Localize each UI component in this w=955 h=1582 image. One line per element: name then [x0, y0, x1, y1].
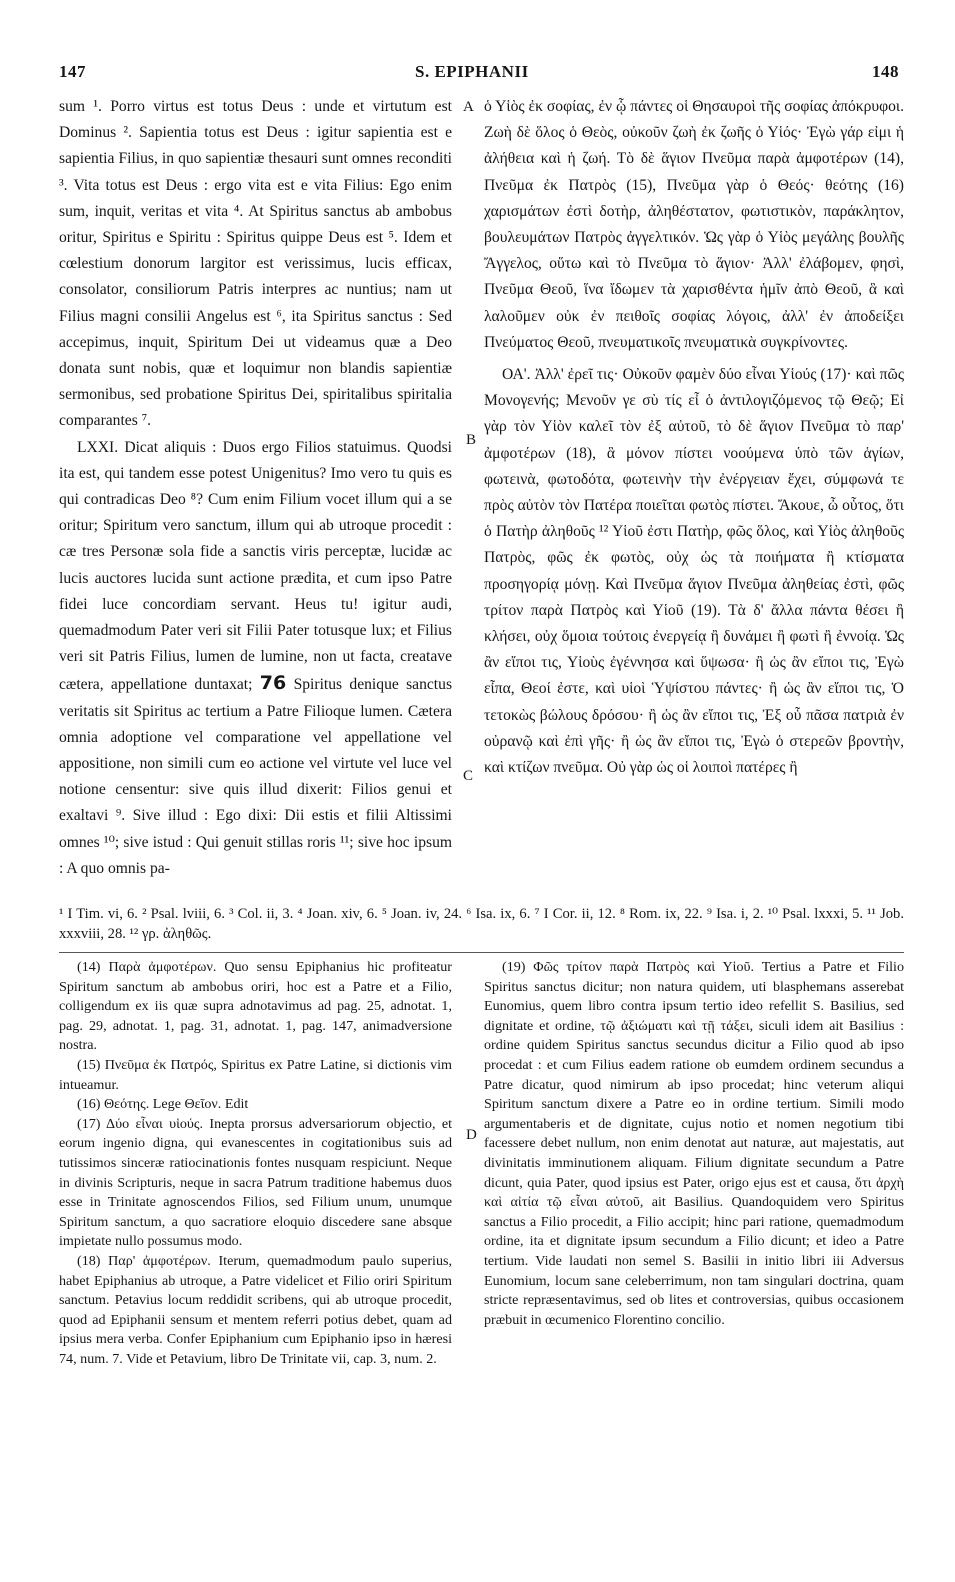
notes-left-column [59, 958, 452, 1369]
greek-text-column [484, 94, 904, 781]
latin-paragraph: sum ¹. Porro virtus est totus Deus : unde et virtutum est Dominus ². Sapientia totus est Deus : igitur sapientia est e sapientia Filius, in quo sapientiæ thesauri sunt omnes reconditi ³. Vita totus est Deus : ergo vita est e vita Filius: Ego enim sum, inquit, veritas et vita ⁴. At Spiritus sanctus ab ambobus oritur, Spiritus e Spiritu : Spiritus quippe Deus est ⁵. Idem et cœlestium donorum largitor est verissimus, lucis efficax, consolator, consiliorum Patris interpres ac nuntius; nam ut Filius magni consilii Angelus est ⁶, ita Spiritus sanctus : Sed accepimus, inquit, Spiritum Dei ut videamus quæ a Deo donata sunt nobis, quæ et loquimur non blandis sapientiæ sermonibus, sed probatione Spiritus Dei, spiritalibus spiritalia comparantes ⁷. [59, 98, 452, 430]
margin-marker-a: A [463, 99, 474, 115]
notes-right-column [484, 958, 904, 1330]
note: (18) Παρ' ἀμφοτέρων. Iterum, quemadmodum paulo superius, habet Epiphanius ab utroque, a Patre videlicet et Filio oriri Spiritum sanctum. Petavius locum reddidit scribens, qui ab utroque procedit, quod ad Epiphanii sensum et mentem referri potius debet, quam ad ipsius mera verba. Confer Epiphanium cum Epiphanio ipso in hæresi 74, num. 7. Vide et Petavium, libro De Trinitate vii, cap. 3, num. 2. [59, 1252, 452, 1367]
left-page-number: 147 [59, 62, 86, 81]
margin-marker-c: C [463, 768, 474, 784]
running-title: S. EPIPHANII [415, 62, 529, 81]
latin-paragraph-text: Spiritus denique sanctus veritatis sit Spiritus ac tertium a Patre Filioque lumen. Cætera omnia adoptione vel comparatione vel appellatione vel appositione, non simili cum eo actione vel virtute vel luce vel notione censentur: sive quis illud dixerit: Filios genui et exaltavi ⁹. Sive illud : Ego dixi: Dii estis et filii Altissimi omnes ¹⁰; sive istud : Qui genuit stillas roris ¹¹; sive hoc ipsum : A quo omnis pa- [59, 676, 453, 877]
note: (15) Πνεῦμα ἐκ Πατρός, Spiritus ex Patre Latine, si dictionis vim intueamur. [59, 1056, 452, 1093]
margin-marker-b: B [466, 432, 477, 448]
margin-marker-d: D [466, 1127, 477, 1143]
greek-paragraph: ὁ Υἱὸς ἐκ σοφίας, ἐν ᾧ πάντες οἱ Θησαυροὶ τῆς σοφίας ἀπόκρυφοι. Ζωὴ δὲ ὅλος ὁ Θεὸς, οὐκοῦν ζωὴ ἐκ ζωῆς ὁ Υἱός· Ἐγὼ γάρ εἰμι ἡ ἀλήθεια καὶ ἡ ζωή. Τὸ δὲ ἅγιον Πνεῦμα παρὰ ἀμφοτέρων (14), Πνεῦμα ἐκ Πατρὸς (15), Πνεῦμα γὰρ ὁ Θεός· θεότης (16) χαρισμάτων ἐστὶ δοτὴρ, ἀληθέστατον, φωτιστικὸν, παράκλητον, βουλευμάτων Πατρὸς ἀγγελτικόν. Ὡς γὰρ ὁ Υἱὸς μεγάλης βουλῆς Ἄγγελος, οὕτω καὶ τὸ Πνεῦμα τὸ ἅγιον· Ἀλλ' ἐλάβομεν, φησὶ, Πνεῦμα Θεοῦ, ἵνα ἴδωμεν τὰ χαρισθέντα ἡμῖν ἀπὸ Θεοῦ, ἃ καὶ λαλοῦμεν οὐκ ἐν πειθοῖς σοφίας λόγοις, ἀλλ' ἐν ἀποδείξει Πνεύματος Θεοῦ, πνευματικοῖς πνευματικὰ συγκρίνοντες. [484, 98, 904, 351]
notes-divider [59, 952, 904, 953]
references-text: ¹ I Tim. vi, 6. ² Psal. lviii, 6. ³ Col. ii, 3. ⁴ Joan. xiv, 6. ⁵ Joan. iv, 24. ⁶ Isa. ix, 6. ⁷ I Cor. ii, 12. ⁸ Rom. ix, 22. ⁹ Isa. i, 2. ¹⁰ Psal. lxxxi, 5. ¹¹ Job. xxxviii, 28. ¹² γρ. ἀληθῶς. [59, 906, 904, 942]
note: (17) Δύο εἶναι υἱούς. Inepta prorsus adversariorum objectio, et eorum ingenio digna, qui evanescentes in cogitationibus suis ad tutissimos sinceræ ratiocinationis fontes nusquam respiciunt. Neque in divinis Scripturis, neque in sacra Patrum traditione habemus duos esse in Trinitate agnoscendos Filios, sed Filium unum, unumque Spiritum sanctum, a quo sacratiore eloquio discedere sane absque impietate nullo possumus modo. [59, 1115, 452, 1250]
right-page-number: 148 [872, 62, 899, 81]
note: (19) Φῶς τρίτον παρὰ Πατρὸς καὶ Υἱοῦ. Tertius a Patre et Filio Spiritus sanctus dicitur; non natura quidem, uti blasphemans asserebat Eunomius, quem libro contra ipsum tertio ideo refellit S. Basilius, sed dignitate et ordine, τῷ ἀξιώματι καὶ τῇ τάξει, siculi idem ait Basilius : ordine quidem Spiritus sanctus secundus dicitur a Filio quod ab ipso procedat : et cum Filius eadem ratione ob eumdem ordinem secundus a Patre dicatur, quod nimirum ab ipso procedat; hinc veterum aliqui Spiritum sanctum dixere a Patre eo in ordine tertium. Simili modo argumentaberis et de dignitate, cujus notio et nomen negotium tibi facessere debet nullum, non enim denotat aut naturæ, aut majestatis, aut divinitatis imminutionem aliquam. Filium dignitate secundum a Patre dicunt, quia Pater, quod ipsius est Pater, origo ejus est et causa, ὅτι ἀρχὴ καὶ αἰτία τῷ εἶναι αὐτοῦ, ait Basilius. Quandoquidem vero Spiritus sanctus a Filio procedit, a Filio accipit; hinc pari ratione, quemadmodum ordine, ita et dignitate ipsum secundum a Filio dicunt; et ideo a Patre tertium. Vide laudati non semel S. Basilii in initio libri iii Adversus Eunomium, locum sane celeberrimum, non tam singulari doctrina, quam stricte repræsentavimus, sed ob lites et controversias, quibus occasionem præbuit in œcumenico Florentino concilio. [484, 959, 904, 1328]
scripture-references [59, 904, 904, 944]
greek-paragraph: ΟΑ'. Ἀλλ' ἐρεῖ τις· Οὐκοῦν φαμὲν δύο εἶναι Υἱούς (17)· καὶ πῶς Μονογενής; Μενοῦν γε σὺ τίς εἶ ὁ ἀντιλογιζόμενος τῷ Θεῷ; Εἰ γὰρ τὸν Υἱὸν καλεῖ τὸν ἐξ αὐτοῦ, τὸ δὲ ἅγιον Πνεῦμα τὸ παρ' ἀμφοτέρων (18), ἃ μόνον πίστει νοούμενα ὑπὸ τῶν ἁγίων, φωτεινὰ, φωτοδότα, φωτεινὴν τὴν ἐνέργειαν ἔχει, σύμφωνά τε πρὸς αὐτὸν τὸν Πατέρα ποιεῖται φωτὸς πίστει. Ἄκουε, ὦ οὗτος, ὅτι ὁ Πατὴρ ἀληθοῦς ¹² Υἱοῦ ἐστι Πατὴρ, φῶς ὅλος, καὶ Υἱὸς ἀληθοῦς Πατρὸς, φῶς ἐκ φωτὸς, οὐχ ὡς τὰ ποιήματα ἢ κτίσματα προσηγορίᾳ μόνῃ. Καὶ Πνεῦμα ἅγιον Πνεῦμα ἀληθείας ἐστὶ, φῶς τρίτον παρὰ Πατρὸς καὶ Υἱοῦ (19). Τὰ δ' ἄλλα πάντα θέσει ἢ κλήσει, οὐχ ὅμοια τούτοις ἐνεργείᾳ ἢ δυνάμει ἢ φωτὶ ἢ ἐννοίᾳ. Ὡς ἂν εἴποι τις, Υἱοὺς ἐγέννησα καὶ ὕψωσα· ἢ ὡς ἂν εἴποι τις, Ἐγὼ εἶπα, Θεοί ἐστε, καὶ υἱοὶ Ὑψίστου πάντες· ἢ ὡς ἂν εἴποι τις, Ὁ τετοκὼς βώλους δρόσου· ἢ ὡς ἂν εἴποι τις, Ἐξ οὗ πᾶσα πατριὰ ἐν οὐρανῷ καὶ ἐπὶ γῆς· ἢ ὡς ἂν εἴποι τις, Ἐγὼ ὁ στερεῶν βροντὴν, καὶ κτίζων πνεῦμα. Οὐ γὰρ ὡς οἱ λοιποὶ πατέρες ἢ [484, 366, 904, 777]
note: (14) Παρὰ ἀμφοτέρων. Quo sensu Epiphanius hic profiteatur Spiritum sanctum ab ambobus oriri, hoc est a Patre et a Filio, colligendum ex iis quæ supra adnotavimus ad pag. 25, adnotat. 1, pag. 29, adnotat. 1, pag. 31, adnotat. 1, pag. 147, animadversione nostra. [59, 959, 452, 1054]
latin-paragraph [59, 435, 452, 882]
running-header [0, 62, 955, 86]
latin-paragraph-text: LXXI. Dicat aliquis : Duos ergo Filios statuimus. Quodsi ita est, qui tandem esse potest Unigenitus? Imo vero tu quis es qui contradicas Deo ⁸? Cum enim Filium vocet illum qui a se oritur; Spiritum vero sanctum, illum qui ab utroque procedit : cæ tres Personæ sola fide a sanctis viris perceptæ, lucidæ ac lucis auctores lucida sunt actione prædita, et cum ipso Patre fidei luce concordiam servant. Heus tu! igitur audi, quemadmodum Pater veri sit Filii Pater totusque lux; et Filius veri sit Patris Filius, lumen de lumine, non ut facta, creatave cætera, appellatione duntaxat; [59, 438, 452, 694]
note: (16) Θεότης. Lege Θεῖον. Edit [77, 1096, 249, 1113]
original-page-marker: 76 [259, 672, 287, 695]
latin-text-column [59, 94, 452, 882]
